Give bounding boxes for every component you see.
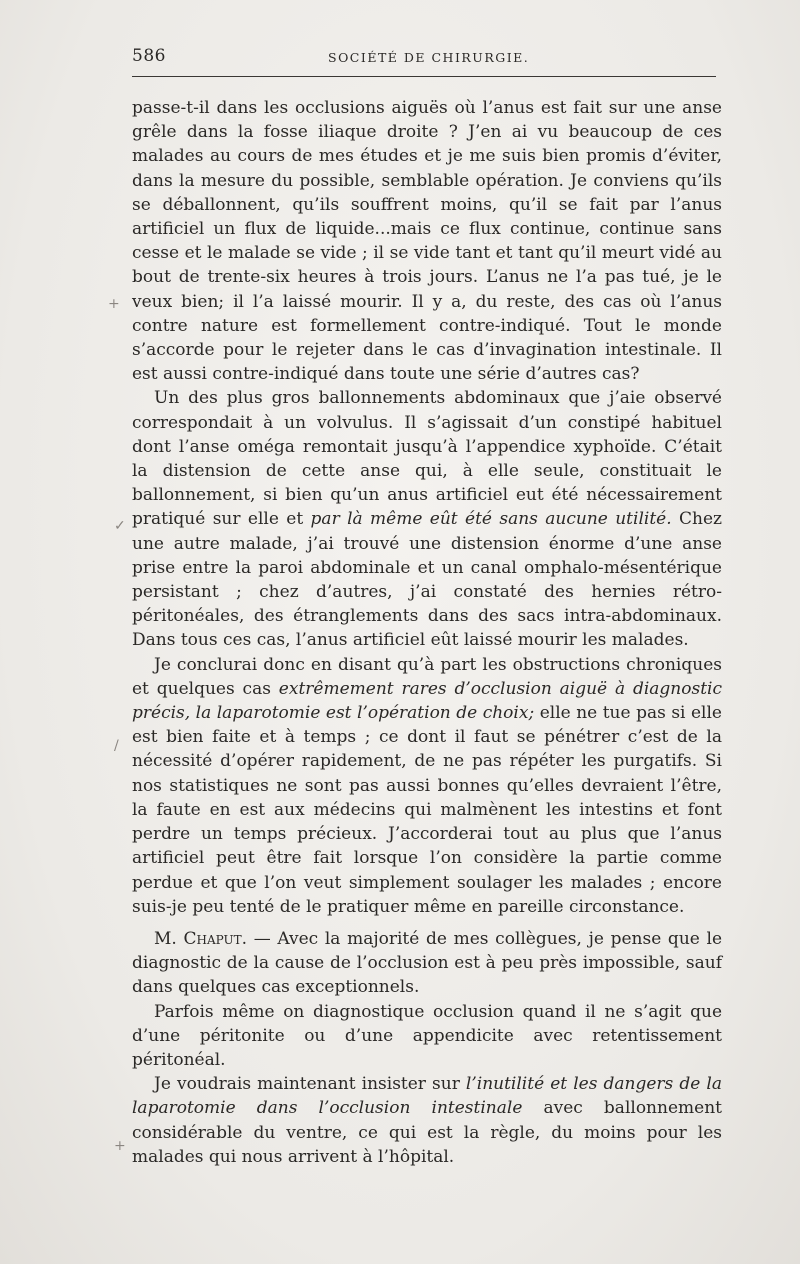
paragraph [132, 1000, 722, 1073]
page-number: 586 [132, 46, 166, 66]
text-run: elle ne tue pas si elle est bien faite et à temps ; ce dont il faut se pénétrer c’est de la nécessité d’opérer rapidement, de ne pas répéter les purgatifs. Si nos statistiques ne sont pas aussi bonnes qu’elles devraient l’être, la faute en est aux médecins qui malmènent les intestins et font perdre un temps précieux. J’accorderai tout au plus que l’anus artificiel peut être fait lorsque l’on considère la partie comme perdue et que l’on veut simplement soulager les malades ; encore suis-je peu tenté de le pratiquer même en pareille circonstance. [132, 703, 722, 917]
italic-text: par là même eût été sans aucune utilité. [310, 509, 672, 530]
paragraph [132, 653, 722, 919]
text-run: Je conclurai donc en disant qu’à part les obstructions chroniques et quelques cas [132, 654, 722, 699]
text-run: Chez une autre malade, j’ai trouvé une distension énorme d’une anse prise entre la paroi abdominale et un canal omphalo-mésentérique persistant ; chez d’autres, j’ai constaté des hernies rétro-péritonéales, des étranglements dans des sacs intra-abdominaux. Dans tous ces cas, l’anus artificiel eût laissé mourir les malades. [132, 509, 722, 651]
text-run: Je voudrais maintenant insister sur [154, 1074, 466, 1095]
text-run: Parfois même on diagnostique occlusion quand il ne s’agit que d’une péritonite ou d’une appendicite avec retentissement péritonéal. [132, 1001, 722, 1070]
paragraph [132, 927, 722, 1000]
body-text [132, 96, 722, 1169]
margin-mark: + [108, 296, 120, 312]
page-header [132, 46, 722, 74]
paragraph [132, 96, 722, 386]
italic-text: l’inutilité et les dangers de la laparotomie dans l’occlusion intestinale [132, 1074, 722, 1119]
text-run: Un des plus gros ballonnements abdominaux que j’aie observé correspondait à un volvulus. Il s’agissait d’un constipé habituel dont l’anse oméga remontait jusqu’à l’appendice xyphoïde. C’était la distension de cette anse qui, à elle seule, constituait le ballonnement, si bien qu’un anus artificiel eut été nécessairement pratiqué sur elle et [132, 388, 722, 530]
text-run: avec ballonnement considérable du ventre, ce qui est la règle, du moins pour les malades qui nous arrivent à l’hôpital. [132, 1098, 722, 1167]
running-title: SOCIÉTÉ DE CHIRURGIE. [328, 50, 530, 65]
text-run: — Avec la majorité de mes collègues, je pense que le diagnostic de la cause de l’occlusion est à peu près impossible, sauf dans quelques cas exceptionnels. [132, 928, 722, 998]
margin-mark: ✓ [114, 518, 126, 534]
paragraph [132, 1072, 722, 1169]
italic-text: extrêmement rares d’occlusion aiguë à diagnostic précis, la laparotomie est l’opération de choix; [132, 678, 722, 724]
speaker-name: Chaput. [183, 928, 248, 949]
margin-mark: + [114, 1138, 126, 1154]
text-run: passe-t-il dans les occlusions aiguës où l’anus est fait sur une anse grêle dans la fosse iliaque droite ? J’en ai vu beaucoup de ces malades au cours de mes études et je me suis bien promis d’éviter, dans la mesure du possible, semblable opération. Je conviens qu’ils se déballonnent, qu’ils souffrent moins, qu’il se fait par l’anus artificiel un flux de liquide...mais ce flux continue, continue sans cesse et le malade se vide ; il se vide tant et tant qu’il meurt vidé au bout de trente-six heures à trois jours. L’anus ne l’a pas tué, je le veux bien; il l’a laissé mourir. Il y a, du reste, des cas où l’anus contre nature est formellement contre-indiqué. Tout le monde s’accorde pour le rejeter dans le cas d’invagination intestinale. Il est aussi contre-indiqué dans toute une série d’autres cas? [132, 98, 722, 385]
margin-mark: / [114, 738, 119, 754]
header-rule [132, 76, 716, 77]
paragraph [132, 386, 722, 652]
text-run: M. [154, 928, 184, 949]
